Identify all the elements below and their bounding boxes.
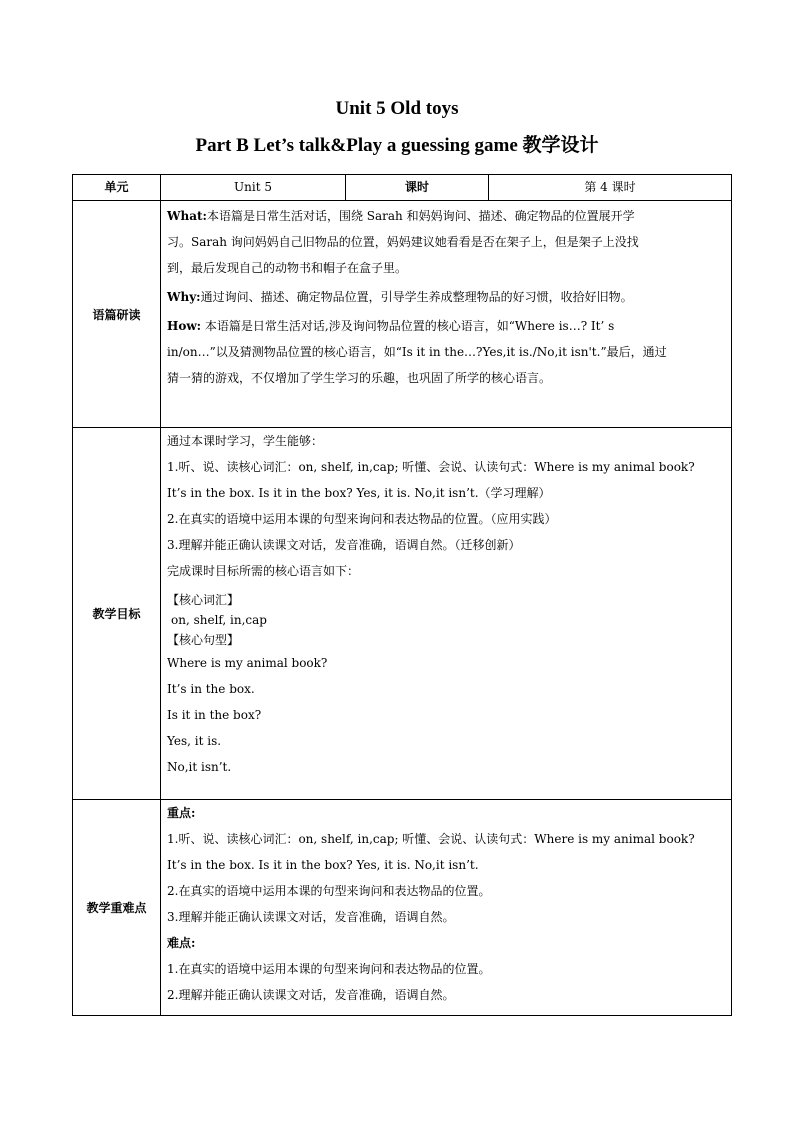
objective-item: 完成课时目标所需的核心语言如下： — [167, 564, 360, 578]
sentence-heading: 【核心句型】 — [167, 633, 240, 647]
objectives-label: 教学目标 — [73, 428, 161, 800]
objective-item: 2.在真实的语境中运用本课的句型来询问和表达物品的位置。（应用实践） — [167, 512, 557, 526]
how-text-1: 本语篇是日常生活对话,涉及询问物品位置的核心语言，如“Where is…? It’ s — [201, 319, 615, 333]
objective-item: 1.听、说、读核心词汇：on, shelf, in,cap; 听懂、会说、认读句式：Where is my animal book? — [167, 460, 695, 474]
vocab-list: on, shelf, in,cap — [171, 613, 267, 627]
sentence-item: Yes, it is. — [167, 734, 222, 748]
header-row — [73, 175, 732, 201]
what-line-3: 到，最后发现自己的动物书和帽子在盒子里。 — [167, 261, 408, 275]
objectives-row — [73, 428, 732, 800]
what-line-1 — [167, 203, 727, 229]
lesson-plan-table — [72, 174, 732, 1016]
vocab-heading: 【核心词汇】 — [167, 593, 240, 607]
sentence-item: Is it in the box? — [167, 708, 262, 722]
objectives-content — [161, 428, 732, 800]
keypoints-content — [161, 800, 732, 1016]
key-heading: 重点: — [167, 806, 196, 820]
objective-item: It’s in the box. Is it in the box? Yes, it is. No,it isn’t.（学习理解） — [167, 486, 551, 500]
why-text: 通过询问、描述、确定物品位置，引导学生养成整理物品的好习惯，收拾好旧物。 — [200, 290, 633, 304]
key-item: 3.理解并能正确认读课文对话，发音准确，语调自然。 — [167, 910, 455, 924]
keypoints-label: 教学重难点 — [73, 800, 161, 1016]
sentence-item: No,it isn’t. — [167, 760, 232, 774]
what-text-1: 本语篇是日常生活对话，围绕 Sarah 和妈妈询问、描述、确定物品的位置展开学 — [206, 209, 635, 223]
analysis-row — [73, 201, 732, 428]
how-label: How: — [167, 319, 202, 333]
unit-value: Unit 5 — [161, 175, 346, 201]
page-title: Unit 5 Old toys — [335, 98, 459, 119]
objectives-intro: 通过本课时学习，学生能够： — [167, 434, 324, 448]
how-line-2: in/on…”以及猜测物品位置的核心语言，如“Is it in the…?Yes,it is./No,it isn't.”最后，通过 — [167, 345, 667, 359]
key-item: 2.在真实的语境中运用本课的句型来询问和表达物品的位置。 — [167, 884, 491, 898]
why-label: Why: — [167, 290, 201, 304]
how-line-3: 猜一猜的游戏，不仅增加了学生学习的乐趣，也巩固了所学的核心语言。 — [167, 371, 552, 385]
unit-label: 单元 — [73, 175, 161, 201]
difficult-heading: 难点: — [167, 936, 196, 950]
period-label: 课时 — [346, 175, 489, 201]
key-item: It’s in the box. Is it in the box? Yes, it is. No,it isn’t. — [167, 858, 479, 872]
difficult-item: 2.理解并能正确认读课文对话，发音准确，语调自然。 — [167, 988, 455, 1002]
what-line-2: 习。Sarah 询问妈妈自己旧物品的位置，妈妈建议她看看是否在架子上，但是架子上没找 — [167, 235, 639, 249]
key-item: 1.听、说、读核心词汇：on, shelf, in,cap; 听懂、会说、认读句式：Where is my animal book? — [167, 832, 695, 846]
difficult-item: 1.在真实的语境中运用本课的句型来询问和表达物品的位置。 — [167, 962, 491, 976]
sentence-item: Where is my animal book? — [167, 656, 328, 670]
objective-item: 3.理解并能正确认读课文对话，发音准确，语调自然。（迁移创新） — [167, 538, 521, 552]
period-value: 第 4 课时 — [489, 175, 732, 201]
why-line — [167, 284, 727, 310]
what-label: What: — [167, 209, 207, 223]
how-line-1 — [167, 313, 727, 339]
keypoints-row — [73, 800, 732, 1016]
analysis-label: 语篇研读 — [73, 201, 161, 428]
page-subtitle: Part B Let’s talk&Play a guessing game 教学设计 — [195, 135, 599, 156]
analysis-content — [161, 201, 732, 428]
sentence-item: It’s in the box. — [167, 682, 255, 696]
